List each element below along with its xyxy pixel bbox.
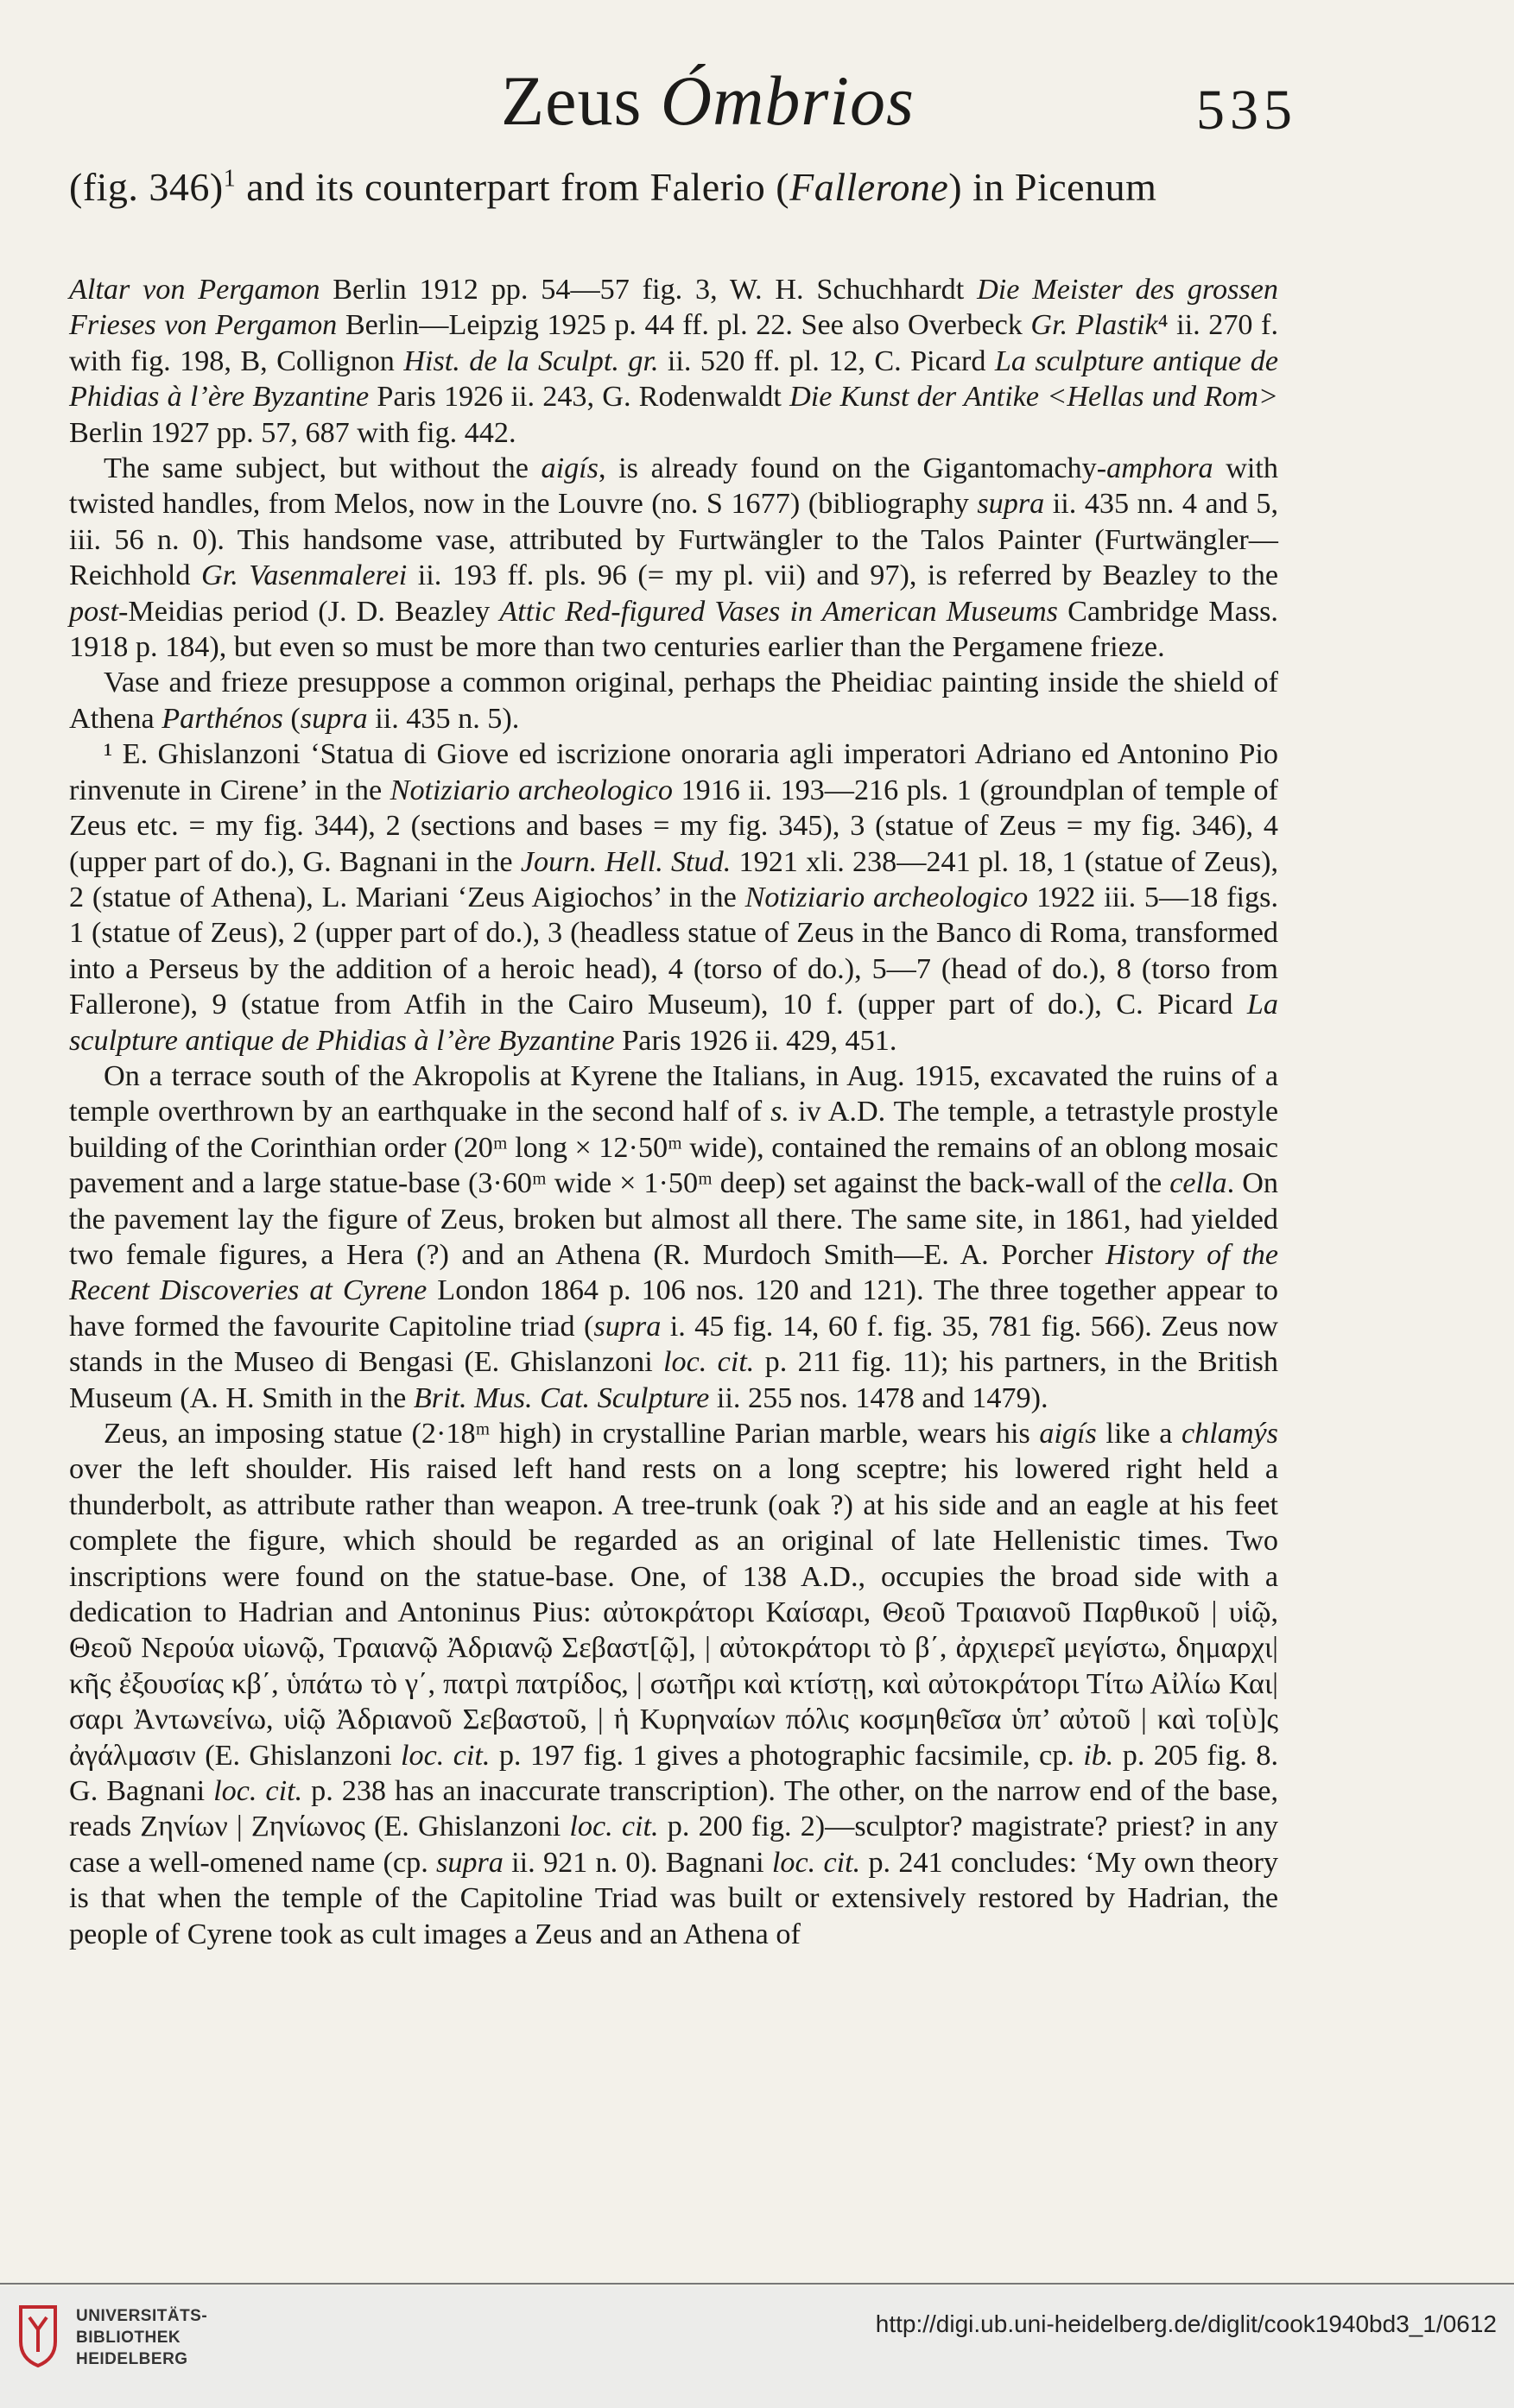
library-name-line: UNIVERSITÄTS-: [76, 2307, 208, 2325]
page-title: Zeus Ómbrios: [501, 61, 915, 140]
figure-caption: (fig. 346)$^1$ and its counterpart from Falerio (Fallerone) in Picenum: [69, 165, 1157, 209]
footer-divider: [0, 2283, 1514, 2285]
heidelberg-library-logo-icon: [16, 2304, 60, 2369]
source-url-link[interactable]: http://digi.ub.uni-heidelberg.de/diglit/cook1940bd3_1/0612: [875, 2310, 1497, 2337]
paragraph: Zeus, an imposing statue (2·18ᵐ high) in crystalline Parian marble, wears his aigís like a chlamýs over the left shoulder. His raised left hand rests on a long sceptre; his lowered right held a thunderbolt, as attribute rather than weapon. A tree-trunk (oak ?) at his side and an eagle at his feet complete the figure, which should be regarded as an original of late Hellenistic times. Two inscriptions were found on the statue-base. One, of 138 A.D., occupies the broad side with a dedication to Hadrian and Antoninus Pius: αὐτοκράτορι Καίσαρι, Θεοῦ Τραιανοῦ Παρθικοῦ | υἱῷ, Θεοῦ Νερούα υἱωνῷ, Τραιανῷ Ἀδριανῷ Σεβαστ[ῷ], | αὐτοκράτορι τὸ β΄, ἀρχιερεῖ μεγίστω, δημαρχι|κῆς ἐξουσίας κβ΄, ὑπάτω τὸ γ΄, πατρὶ πατρίδος, | σωτῆρι καὶ κτίστῃ, καὶ αὐτοκράτορι Τίτω Αἰλίω Και|σαρι Ἀντωνείνω, υἱῷ Ἀδριανοῦ Σεβαστοῦ, | ἡ Κυρηναίων πόλις κοσμηθεῖσα ὑπ’ αὐτοῦ | καὶ το[ὺ]ς ἀγάλμασιν (E. Ghislanzoni loc. cit. p. 197 fig. 1 gives a photographic facsimile, cp. ib. p. 205 fig. 8. G. Bagnani loc. cit. p. 238 has an inaccurate transcription). The other, on the narrow end of the base, reads Ζηνίων | Ζηνίωνος (E. Ghislanzoni loc. cit. p. 200 fig. 2)—sculptor? magistrate? priest? in any case a well-omened name (cp. supra ii. 921 n. 0). Bagnani loc. cit. p. 241 concludes: ‘My own theory is that when the temple of the Capitoline Triad was built or extensively restored by Hadrian, the people of Cyrene took as cult images a Zeus and an Athena of: [69, 1418, 1279, 1950]
body-text: [69, 272, 1278, 1952]
footnote-ref: 1: [223, 165, 237, 193]
library-name-line: BIBLIOTHEK: [76, 2329, 181, 2347]
library-footer: [0, 2286, 1514, 2408]
footnote: ¹ E. Ghislanzoni ‘Statua di Giove ed iscrizione onoraria agli imperatori Adriano ed Antonino Pio rinvenute in Cirene’ in the Notiziario archeologico 1916 ii. 193—216 pls. 1 (groundplan of temple of Zeus etc. = my fig. 344), 2 (sections and bases = my fig. 345), 3 (statue of Zeus = my fig. 346), 4 (upper part of do.), G. Bagnani in the Journ. Hell. Stud. 1921 xli. 238—241 pl. 18, 1 (statue of Zeus), 2 (statue of Athena), L. Mariani ‘Zeus Aigiochos’ in the Notiziario archeologico 1922 iii. 5—18 figs. 1 (statue of Zeus), 2 (upper part of do.), 3 (headless statue of Zeus in the Banco di Roma, transformed into a Perseus by the addition of a heroic head), 4 (torso of do.), 5—7 (head of do.), 8 (torso from Fallerone), 9 (statue from Atfih in the Cairo Museum), 10 f. (upper part of do.), C. Picard La sculpture antique de Phidias à l’ère Byzantine Paris 1926 ii. 429, 451.: [69, 738, 1278, 1057]
paragraph: On a terrace south of the Akropolis at Kyrene the Italians, in Aug. 1915, excavated the ruins of a temple overthrown by an earthquake in the second half of s. iv A.D. The temple, a tetrastyle prostyle building of the Corinthian order (20ᵐ long × 12·50ᵐ wide), contained the remains of an oblong mosaic pavement and a large statue-base (3·60ᵐ wide × 1·50ᵐ deep) set against the back-wall of the cella. On the pavement lay the figure of Zeus, broken but almost all there. The same site, in 1861, had yielded two female figures, a Hera (?) and an Athena (R. Murdoch Smith—E. A. Porcher History of the Recent Discoveries at Cyrene London 1864 p. 106 nos. 120 and 121). The three together appear to have formed the favourite Capitoline triad (supra i. 45 fig. 14, 60 f. fig. 35, 781 fig. 566). Zeus now stands in the Museo di Bengasi (E. Ghislanzoni loc. cit. p. 211 fig. 11); his partners, in the British Museum (A. H. Smith in the Brit. Mus. Cat. Sculpture ii. 255 nos. 1478 and 1479).: [69, 1059, 1279, 1414]
library-name-line: HEIDELBERG: [76, 2350, 188, 2368]
library-name: [76, 2305, 207, 2370]
paragraph: Vase and frieze presuppose a common original, perhaps the Pheidiac painting inside the shield of Athena Parthénos (supra ii. 435 n. 5).: [69, 667, 1278, 735]
paragraph: The same subject, but without the aigís, is already found on the Gigantomachy-amphora with twisted handles, from Melos, now in the Louvre (no. S 1677) (bibliography supra ii. 435 nn. 4 and 5, iii. 56 n. 0). This handsome vase, attributed by Furtwängler to the Talos Painter (Furtwängler—Reichhold Gr. Vasenmalerei ii. 193 ff. pls. 96 (= my pl. vii) and 97), is referred by Beazley to the post-Meidias period (J. D. Beazley Attic Red-figured Vases in American Museums Cambridge Mass. 1918 p. 184), but even so must be more than two centuries earlier than the Pergamene frieze.: [69, 452, 1279, 664]
page-title-italic: Ómbrios: [660, 61, 915, 140]
page-number: 535: [1196, 79, 1297, 142]
paragraph: Altar von Pergamon Berlin 1912 pp. 54—57 fig. 3, W. H. Schuchhardt Die Meister des grossen Frieses von Pergamon Berlin—Leipzig 1925 p. 44 ff. pl. 22. See also Overbeck Gr. Plastik⁴ ii. 270 f. with fig. 198, B, Collignon Hist. de la Sculpt. gr. ii. 520 ff. pl. 12, C. Picard La sculpture antique de Phidias à l’ère Byzantine Paris 1926 ii. 243, G. Rodenwaldt Die Kunst der Antike <Hellas und Rom> Berlin 1927 pp. 57, 687 with fig. 442.: [69, 274, 1279, 449]
